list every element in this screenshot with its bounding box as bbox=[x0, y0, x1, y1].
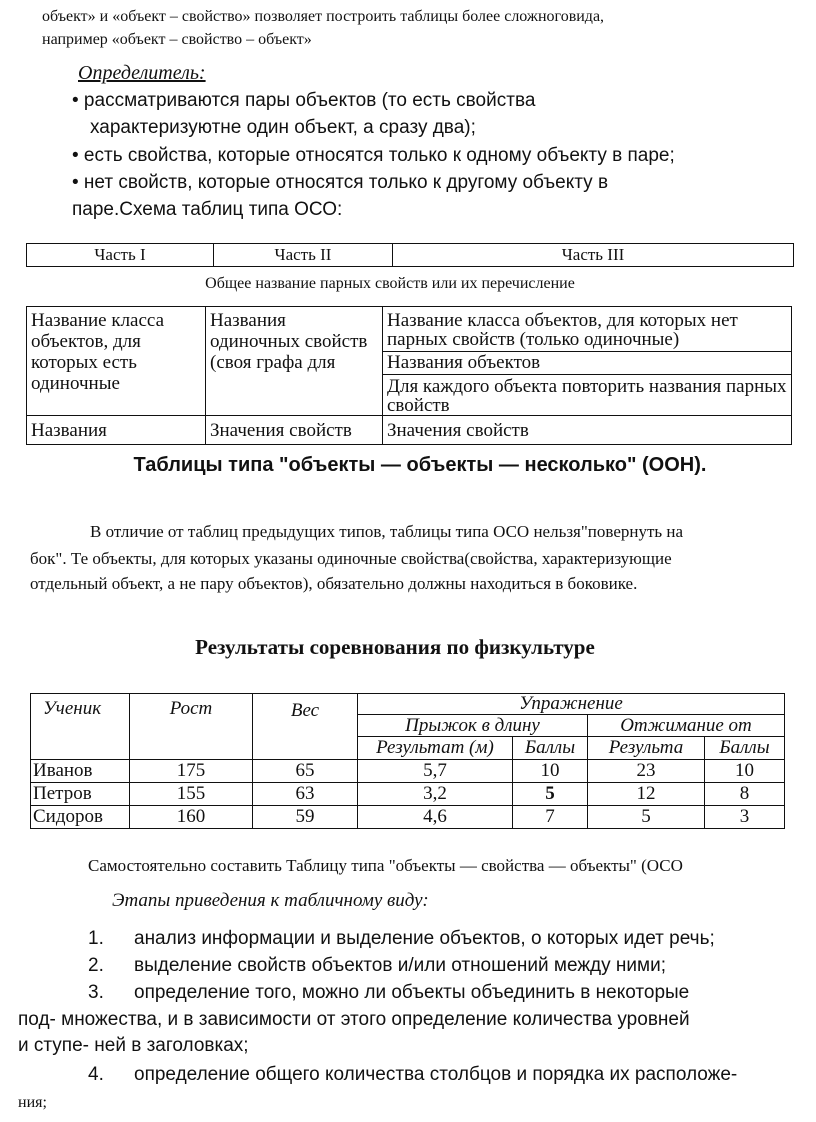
header-height: Рост bbox=[130, 694, 253, 760]
cell-push: 5 bbox=[588, 806, 705, 829]
structure-footer-1: Названия bbox=[27, 416, 206, 445]
header-long-jump: Прыжок в длину bbox=[358, 715, 588, 737]
structure-col3-row1: Название класса объектов, для которых нет парных свойств (только одиночные) bbox=[383, 307, 792, 352]
cell-push-points: 3 bbox=[705, 806, 785, 829]
schema-caption: Общее название парных свойств или их перечисление bbox=[205, 275, 575, 292]
cell-jump-points: 10 bbox=[513, 760, 588, 783]
header-result-2: Результа bbox=[588, 737, 705, 760]
paragraph-line-1: В отличие от таблиц предыдущих типов, таблицы типа ОСО нельзя"повернуть на bbox=[90, 522, 684, 541]
cell-height: 155 bbox=[130, 783, 253, 806]
stages-heading: Этапы приведения к табличному виду: bbox=[112, 890, 429, 911]
schema-part-1: Часть I bbox=[27, 244, 214, 267]
schema-part-3: Часть III bbox=[393, 244, 794, 267]
header-weight: Вес bbox=[253, 694, 358, 760]
cell-name: Иванов bbox=[31, 760, 130, 783]
definition-bullet-1-cont: характеризуютне один объект, а сразу два); bbox=[90, 117, 476, 138]
header-student: Ученик bbox=[31, 694, 130, 760]
cell-weight: 65 bbox=[253, 760, 358, 783]
cell-jump: 4,6 bbox=[358, 806, 513, 829]
stage-3-text-cont-2: и ступе- ней в заголовках; bbox=[18, 1035, 249, 1056]
paragraph-line-2: бок". Те объекты, для которых указаны одиночные свойства(свойства, характеризующие bbox=[30, 549, 672, 568]
structure-col3-row3: Для каждого объекта повторить названия парных свойств bbox=[383, 375, 792, 416]
cell-jump-points: 7 bbox=[513, 806, 588, 829]
cell-weight: 63 bbox=[253, 783, 358, 806]
header-points-2: Баллы bbox=[705, 737, 785, 760]
structure-col2-header: Названия одиночных свойств (своя графа для bbox=[206, 307, 383, 416]
header-points-1: Баллы bbox=[513, 737, 588, 760]
definition-bullet-3: • нет свойств, которые относятся только к другому объекту в bbox=[72, 172, 609, 193]
results-title: Результаты соревнования по физкультуре bbox=[195, 635, 595, 659]
cell-jump: 3,2 bbox=[358, 783, 513, 806]
cell-push-points: 8 bbox=[705, 783, 785, 806]
cell-weight: 59 bbox=[253, 806, 358, 829]
header-result-m: Результат (м) bbox=[358, 737, 513, 760]
stage-3-text-cont: под- множества, и в зависимости от этого определение количества уровней bbox=[18, 1009, 690, 1030]
cell-height: 160 bbox=[130, 806, 253, 829]
cell-push: 23 bbox=[588, 760, 705, 783]
stage-2-text: выделение свойств объектов и/или отношений между ними; bbox=[134, 955, 666, 976]
structure-col1-header: Название класса объектов, для которых есть одиночные bbox=[27, 307, 206, 416]
cell-name: Сидоров bbox=[31, 806, 130, 829]
structure-col3-row2: Названия объектов bbox=[383, 352, 792, 375]
paragraph-line-3: отдельный объект, а не пару объектов), обязательно должны находиться в боковике. bbox=[30, 574, 638, 593]
definition-heading: Определитель: bbox=[78, 62, 206, 84]
definition-bullet-2: • есть свойства, которые относятся только к одному объекту в паре; bbox=[72, 145, 675, 166]
stage-3-number: 3. bbox=[88, 982, 104, 1003]
table-caption: Таблицы типа "объекты — объекты — несколько" (OOH). bbox=[133, 454, 707, 476]
intro-line-1: объект» и «объект – свойство» позволяет построить таблицы более сложноговида, bbox=[42, 8, 605, 25]
schema-table bbox=[26, 243, 794, 267]
stage-4-number: 4. bbox=[88, 1064, 104, 1085]
definition-bullet-1: • рассматриваются пары объектов (то есть свойства bbox=[72, 90, 536, 111]
results-table bbox=[30, 693, 785, 829]
cell-height: 175 bbox=[130, 760, 253, 783]
cell-jump-points: 5 bbox=[513, 783, 588, 806]
stage-1-number: 1. bbox=[88, 928, 104, 949]
header-pushups: Отжимание от bbox=[588, 715, 785, 737]
structure-footer-2: Значения свойств bbox=[206, 416, 383, 445]
stage-2-number: 2. bbox=[88, 955, 104, 976]
stage-4-text-cont: ния; bbox=[18, 1094, 47, 1111]
task-text: Самостоятельно составить Таблицу типа "объекты — свойства — объекты" (ОСО bbox=[88, 856, 683, 875]
cell-push: 12 bbox=[588, 783, 705, 806]
header-exercise: Упражнение bbox=[358, 694, 785, 715]
stage-1-text: анализ информации и выделение объектов, о которых идет речь; bbox=[134, 928, 715, 949]
intro-line-2: например «объект – свойство – объект» bbox=[42, 31, 312, 48]
definition-bullet-3-cont: паре.Схема таблиц типа ОСО: bbox=[72, 199, 343, 220]
structure-footer-3: Значения свойств bbox=[383, 416, 792, 445]
schema-part-2: Часть II bbox=[214, 244, 393, 267]
cell-push-points: 10 bbox=[705, 760, 785, 783]
table-row bbox=[31, 806, 785, 829]
stage-4-text: определение общего количества столбцов и порядка их расположе- bbox=[134, 1064, 738, 1085]
table-row bbox=[31, 783, 785, 806]
stage-3-text: определение того, можно ли объекты объединить в некоторые bbox=[134, 982, 690, 1003]
structure-table bbox=[26, 306, 792, 445]
cell-name: Петров bbox=[31, 783, 130, 806]
cell-jump: 5,7 bbox=[358, 760, 513, 783]
table-row bbox=[31, 760, 785, 783]
